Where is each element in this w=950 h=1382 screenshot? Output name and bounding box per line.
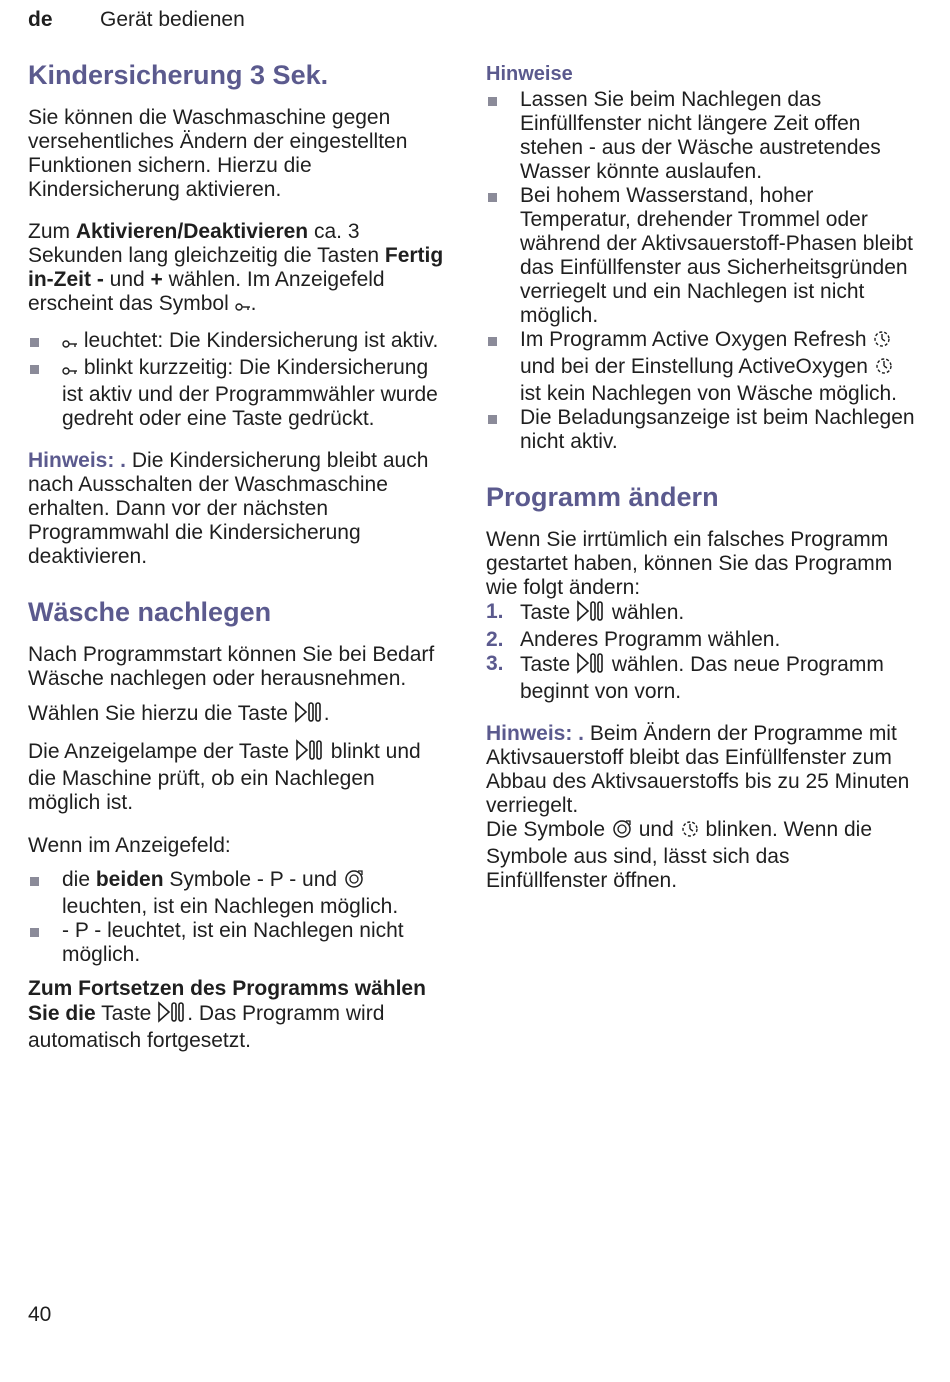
reload-icon (343, 869, 365, 895)
list-item: Im Programm Active Oxygen Refresh und bei der Einstellung ActiveOxygen ist kein Nachlegen von Wäsche möglich. (486, 328, 916, 406)
list-hinweise (486, 88, 916, 454)
paragraph: Wählen Sie hierzu die Taste . (28, 701, 448, 729)
step-item: 2. Anderes Programm wählen. (486, 628, 781, 651)
step-item: 1. Taste wählen. (486, 600, 916, 628)
note-kinder: Hinweis: . Die Kindersicherung bleibt auch nach Ausschalten der Waschmaschine erhalten. Dann vor der nächsten Programmwahl die Kindersicherung deaktivieren. (28, 449, 429, 568)
list-item: die beiden Symbole - P - und leuchten, ist ein Nachlegen möglich. (28, 868, 448, 919)
steps-list (486, 600, 916, 704)
list-item: Bei hohem Wasserstand, hoher Temperatur, drehender Trommel oder während der Aktivsauerstoff-Phasen bleibt das Einfüllfenster aus Sicherheitsgründen verriegelt und ein Nachlegen ist nicht möglich. (486, 184, 916, 328)
key-icon (235, 295, 251, 319)
oxygen-timer-icon (874, 356, 894, 382)
right-column (486, 62, 916, 893)
paragraph-activate: Zum Aktivieren/Deaktivieren ca. 3 Sekunden lang gleichzeitig die Tasten Fertig in-Zeit - und + wählen. Im Anzeigefeld erscheint das Symbol . (28, 220, 448, 319)
paragraph: Wenn Sie irrtümlich ein falsches Programm gestartet haben, können Sie das Programm wie folgt ändern: (486, 528, 893, 599)
heading-programm: Programm ändern (486, 482, 719, 512)
list-waesche (28, 868, 448, 967)
left-column (28, 58, 448, 1053)
start-pause-icon (576, 652, 606, 680)
start-pause-icon (294, 701, 324, 729)
paragraph-continue: Zum Fortsetzen des Programms wählen Sie die Taste . Das Programm wird automatisch fortgesetzt. (28, 977, 426, 1052)
language-code: de (28, 8, 53, 31)
note-programm: Hinweis: . Beim Ändern der Programme mit Aktivsauerstoff bleibt das Einfüllfenster zum Abbau des Aktivsauerstoffs bis zu 25 Minuten verriegelt. (486, 722, 910, 817)
start-pause-icon (576, 600, 606, 628)
key-icon (62, 359, 78, 383)
list-item: leuchtet: Die Kindersicherung ist aktiv. (28, 329, 448, 356)
page-header (28, 8, 245, 32)
oxygen-timer-icon (680, 819, 700, 845)
list-kinder (28, 329, 448, 431)
reload-icon (611, 819, 633, 845)
heading-kindersicherung: Kindersicherung 3 Sek. (28, 60, 329, 90)
list-item: - P - leuchtet, ist ein Nachlegen nicht möglich. (28, 919, 448, 967)
paragraph: Die Anzeigelampe der Taste blinkt und die Maschine prüft, ob ein Nachlegen möglich ist. (28, 740, 421, 814)
start-pause-icon (295, 739, 325, 767)
note-label: Hinweis: . (486, 722, 585, 745)
step-item: 3. Taste wählen. Das neue Programm beginnt von vorn. (486, 652, 884, 703)
list-item: Die Beladungsanzeige ist beim Nachlegen nicht aktiv. (486, 406, 916, 454)
paragraph: Nach Programmstart können Sie bei Bedarf Wäsche nachlegen oder herausnehmen. (28, 643, 435, 690)
paragraph: Wenn im Anzeigefeld: (28, 834, 231, 857)
list-item: Lassen Sie beim Nachlegen das Einfüllfenster nicht längere Zeit offen stehen - aus der Wäsche austretendes Wasser könnte auslaufen. (486, 88, 916, 184)
list-item: blinkt kurzzeitig: Die Kindersicherung ist aktiv und der Programmwähler wurde gedreht oder eine Taste gedrückt. (28, 356, 448, 431)
heading-hinweise: Hinweise (486, 63, 573, 85)
key-icon (62, 332, 78, 356)
page-number: 40 (28, 1303, 52, 1326)
note-label: Hinweis: . (28, 449, 127, 472)
heading-waesche: Wäsche nachlegen (28, 597, 272, 627)
start-pause-icon (157, 1001, 187, 1029)
oxygen-timer-icon (872, 329, 892, 355)
section-title: Gerät bedienen (100, 8, 245, 31)
note-programm-symbols: Die Symbole und blinken. Wenn die Symbole aus sind, lässt sich das Einfüllfenster öffnen. (486, 818, 872, 892)
paragraph: Sie können die Waschmaschine gegen versehentliches Ändern der eingestellten Funktionen sichern. Hierzu die Kindersicherung aktivieren. (28, 106, 408, 201)
